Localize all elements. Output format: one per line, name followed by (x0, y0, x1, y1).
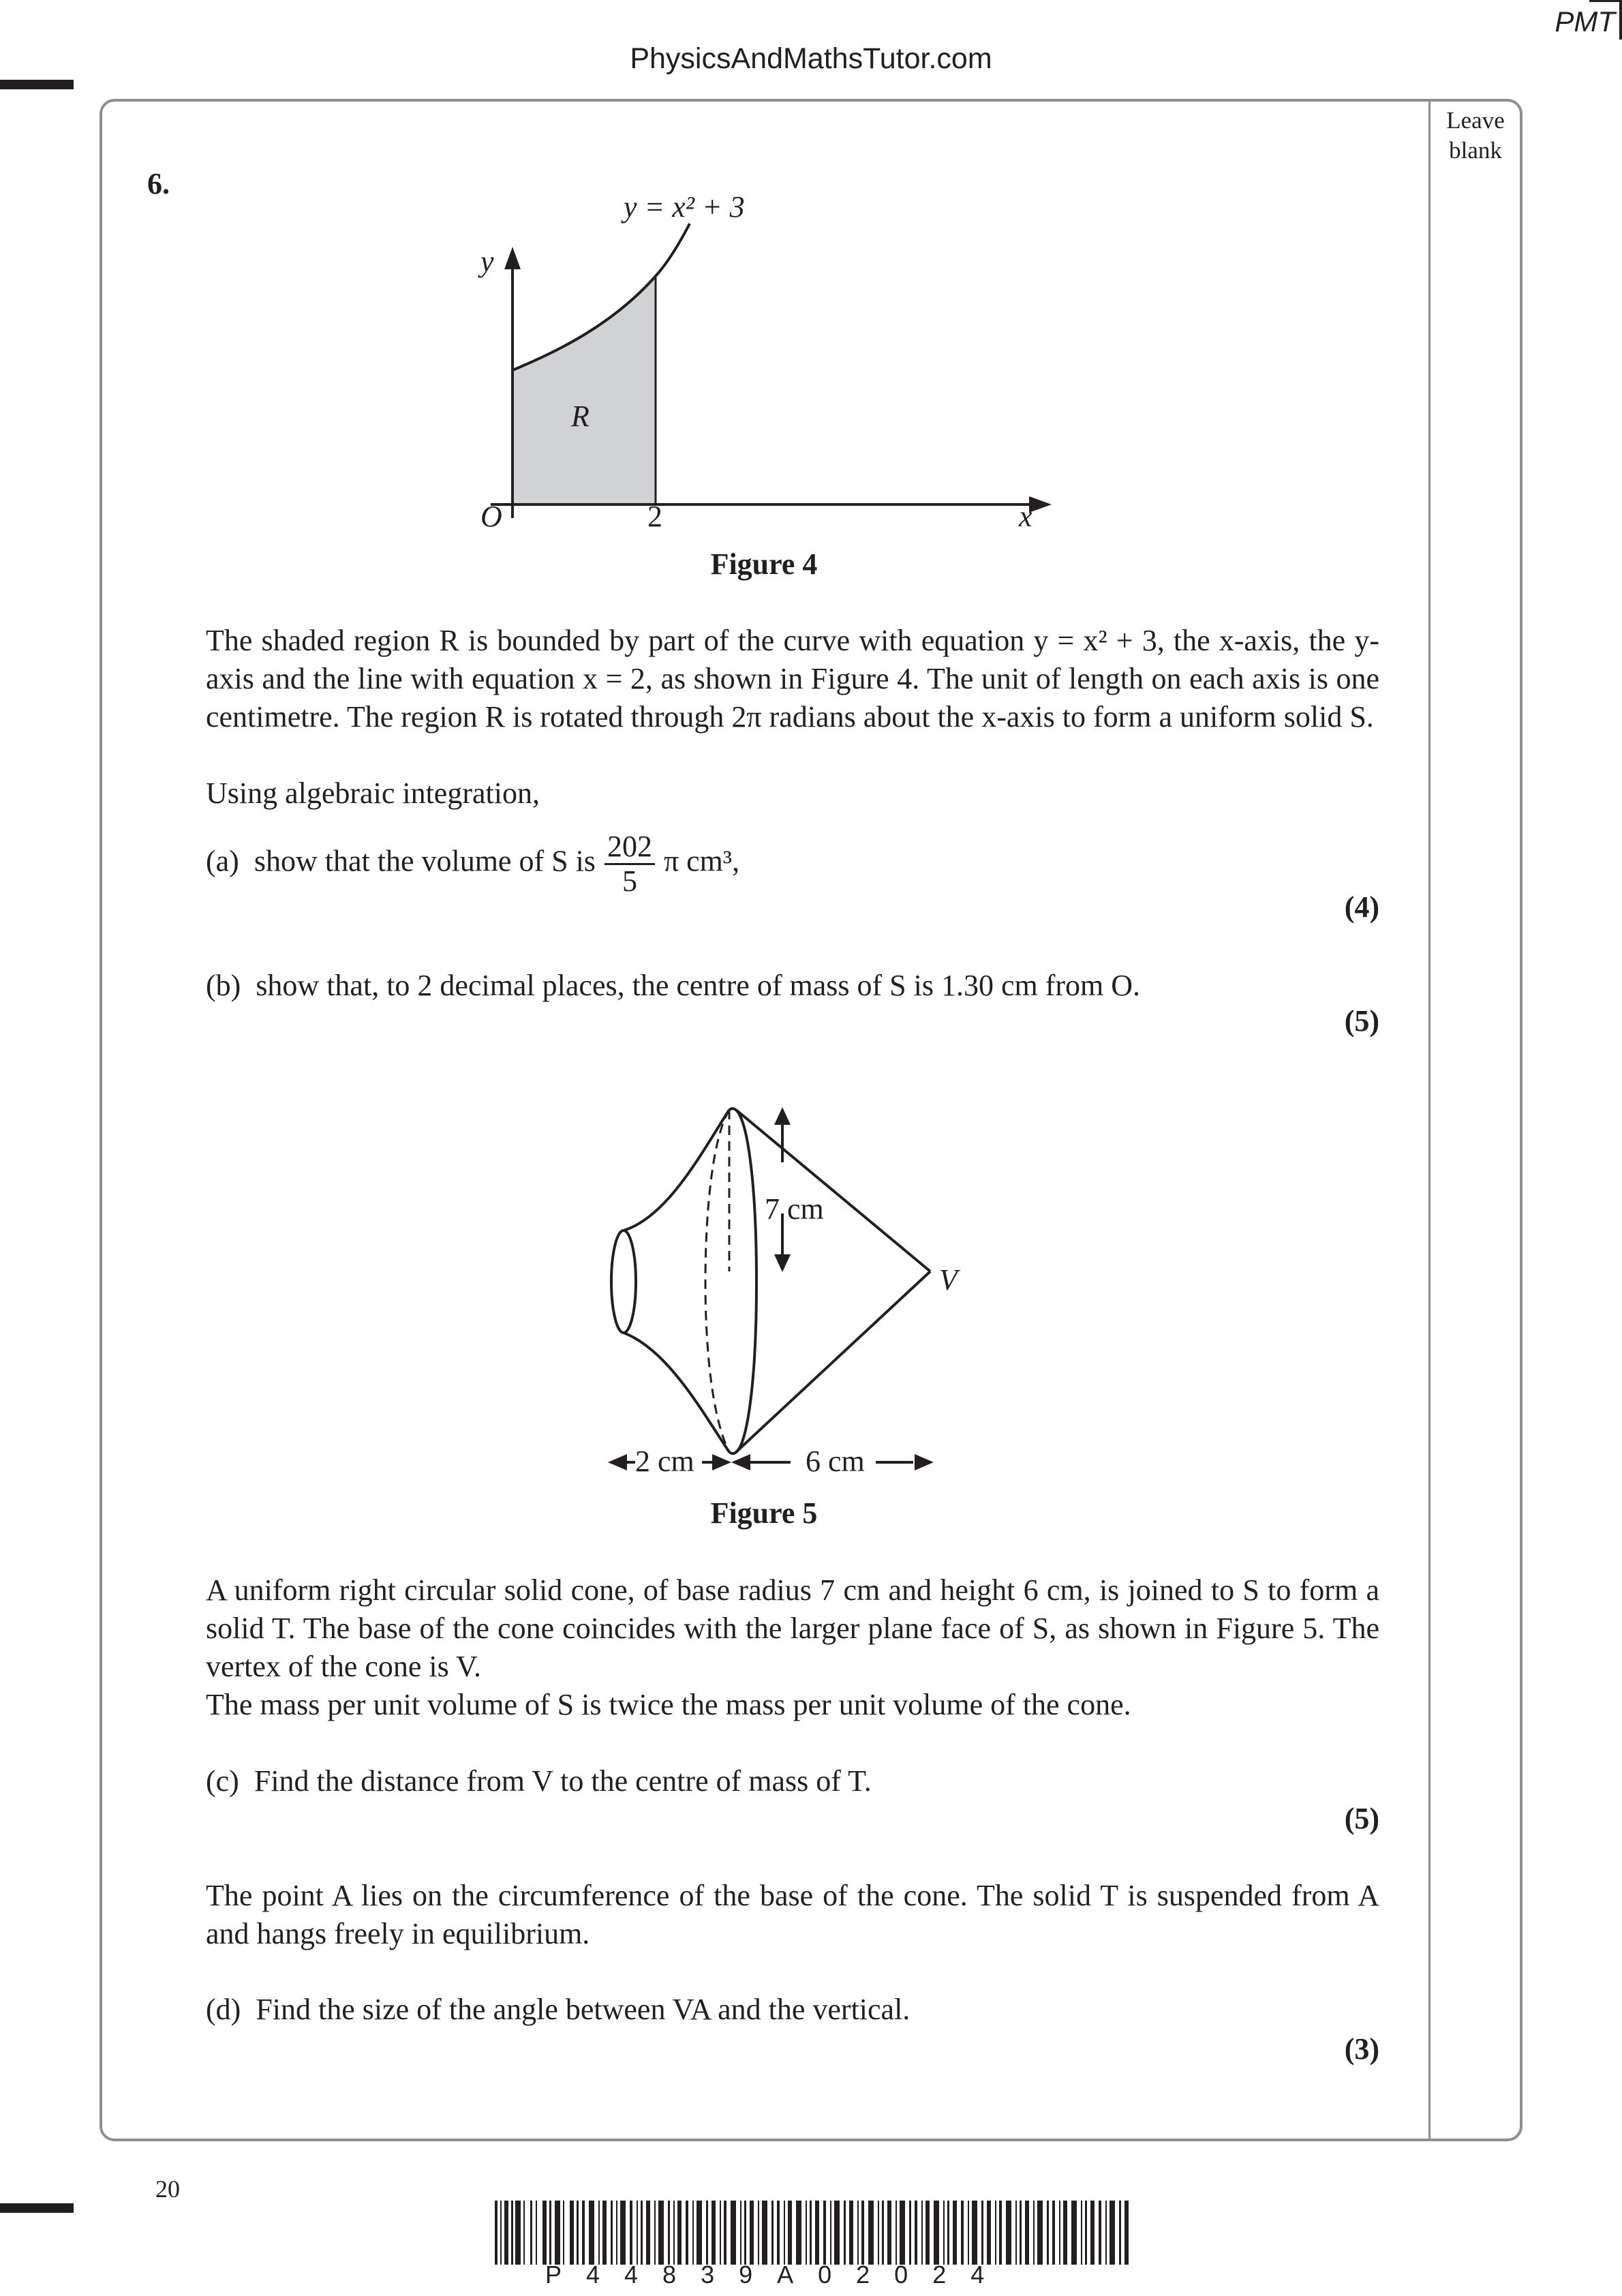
part-d-marks: (3) (1344, 2032, 1379, 2066)
arrow-left-icon (731, 1454, 750, 1470)
blank-label: blank (1449, 137, 1502, 164)
figure-5-caption: Figure 5 (710, 1496, 818, 1530)
registration-mark-top (0, 80, 74, 89)
arrow-left-icon (608, 1454, 627, 1470)
cone-bottom-edge (736, 1271, 930, 1452)
suspension-paragraph: The point A lies on the circumference of the base of the cone. The solid T is suspended from A and hangs freely in equilibrium. (206, 1879, 1379, 1950)
fraction-denominator: 5 (622, 864, 637, 898)
leave-blank-label (1431, 106, 1520, 166)
question-number: 6. (147, 167, 170, 200)
figure-4-caption: Figure 4 (710, 547, 818, 581)
arrow-right-icon (712, 1454, 731, 1470)
y-axis-arrow-icon (504, 247, 521, 269)
part-d-label: (d) (206, 1993, 241, 2026)
cone-top-edge (736, 1110, 930, 1271)
x-tick-label: 2 (647, 500, 662, 533)
fraction-numerator: 202 (605, 830, 655, 865)
part-a-text: show that the volume of S is (254, 844, 596, 878)
part-b-marks: (5) (1344, 1004, 1379, 1038)
right-length-label: 6 cm (806, 1445, 865, 1478)
small-face (611, 1230, 636, 1333)
margin-divider (1428, 100, 1430, 2140)
y-axis-label: y (480, 245, 494, 278)
corner-rule-vertical (1619, 0, 1622, 40)
barcode-icon (495, 2201, 1129, 2265)
origin-label: O (480, 500, 502, 533)
part-a-label: (a) (206, 844, 239, 878)
base-front (729, 1108, 756, 1453)
part-a-units: π cm³, (663, 844, 740, 878)
corner-tag: PMT (1555, 5, 1615, 37)
site-header: PhysicsAndMathsTutor.com (630, 42, 992, 75)
intro-paragraph: The shaded region R is bounded by part of the curve with equation y = x² + 3, the x-axis, the y-axis and the line with equation x = 2, as shown in Figure 4. The unit of length on each axis is one centimetre. The region R is rotated through 2π radians about the x-axis to form a uniform solid S. (206, 624, 1379, 734)
part-b (206, 967, 1140, 1005)
density-sentence: The mass per unit volume of S is twice the mass per unit volume of the cone. (206, 1688, 1131, 1721)
base-back (705, 1110, 729, 1452)
part-a (206, 830, 739, 898)
vertex-label: V (939, 1263, 958, 1297)
shaded-region (512, 276, 656, 504)
figure-4-graph (450, 184, 1063, 552)
part-c-text: Find the distance from V to the centre of mass of T. (254, 1764, 872, 1798)
arrow-down-icon (774, 1254, 791, 1272)
method-line: Using algebraic integration, (206, 776, 540, 810)
part-d (206, 1991, 910, 2029)
leave-label: Leave (1446, 107, 1505, 134)
part-b-text: show that, to 2 decimal places, the centre of mass of S is 1.30 cm from O. (256, 969, 1141, 1002)
part-b-label: (b) (206, 969, 241, 1002)
arrow-right-icon (915, 1454, 934, 1470)
x-axis-label: x (1019, 500, 1032, 533)
arrow-up-icon (774, 1107, 791, 1125)
part-c-label: (c) (206, 1764, 239, 1798)
barcode-text: P44839A02024 (545, 2261, 1009, 2289)
corner-rule (1589, 0, 1622, 2)
figure-5-solid (600, 1098, 954, 1493)
registration-mark-bottom (0, 2203, 74, 2213)
part-c-marks: (5) (1344, 1802, 1379, 1835)
part-c (206, 1762, 872, 1800)
region-label: R (571, 399, 590, 433)
part-d-text: Find the size of the angle between VA and the vertical. (256, 1993, 911, 2026)
curve-equation-label: y = x² + 3 (624, 190, 745, 224)
cone-paragraph: A uniform right circular solid cone, of base radius 7 cm and height 6 cm, is joined to S to form a solid T. The base of the cone coincides with the larger plane face of S, as shown in Figure 5. The vertex of the cone is V. (206, 1573, 1379, 1683)
left-length-label: 2 cm (635, 1445, 694, 1478)
volume-fraction (605, 830, 655, 898)
part-a-marks: (4) (1344, 890, 1379, 924)
page-number: 20 (155, 2175, 180, 2203)
radius-label: 7 cm (765, 1192, 824, 1226)
